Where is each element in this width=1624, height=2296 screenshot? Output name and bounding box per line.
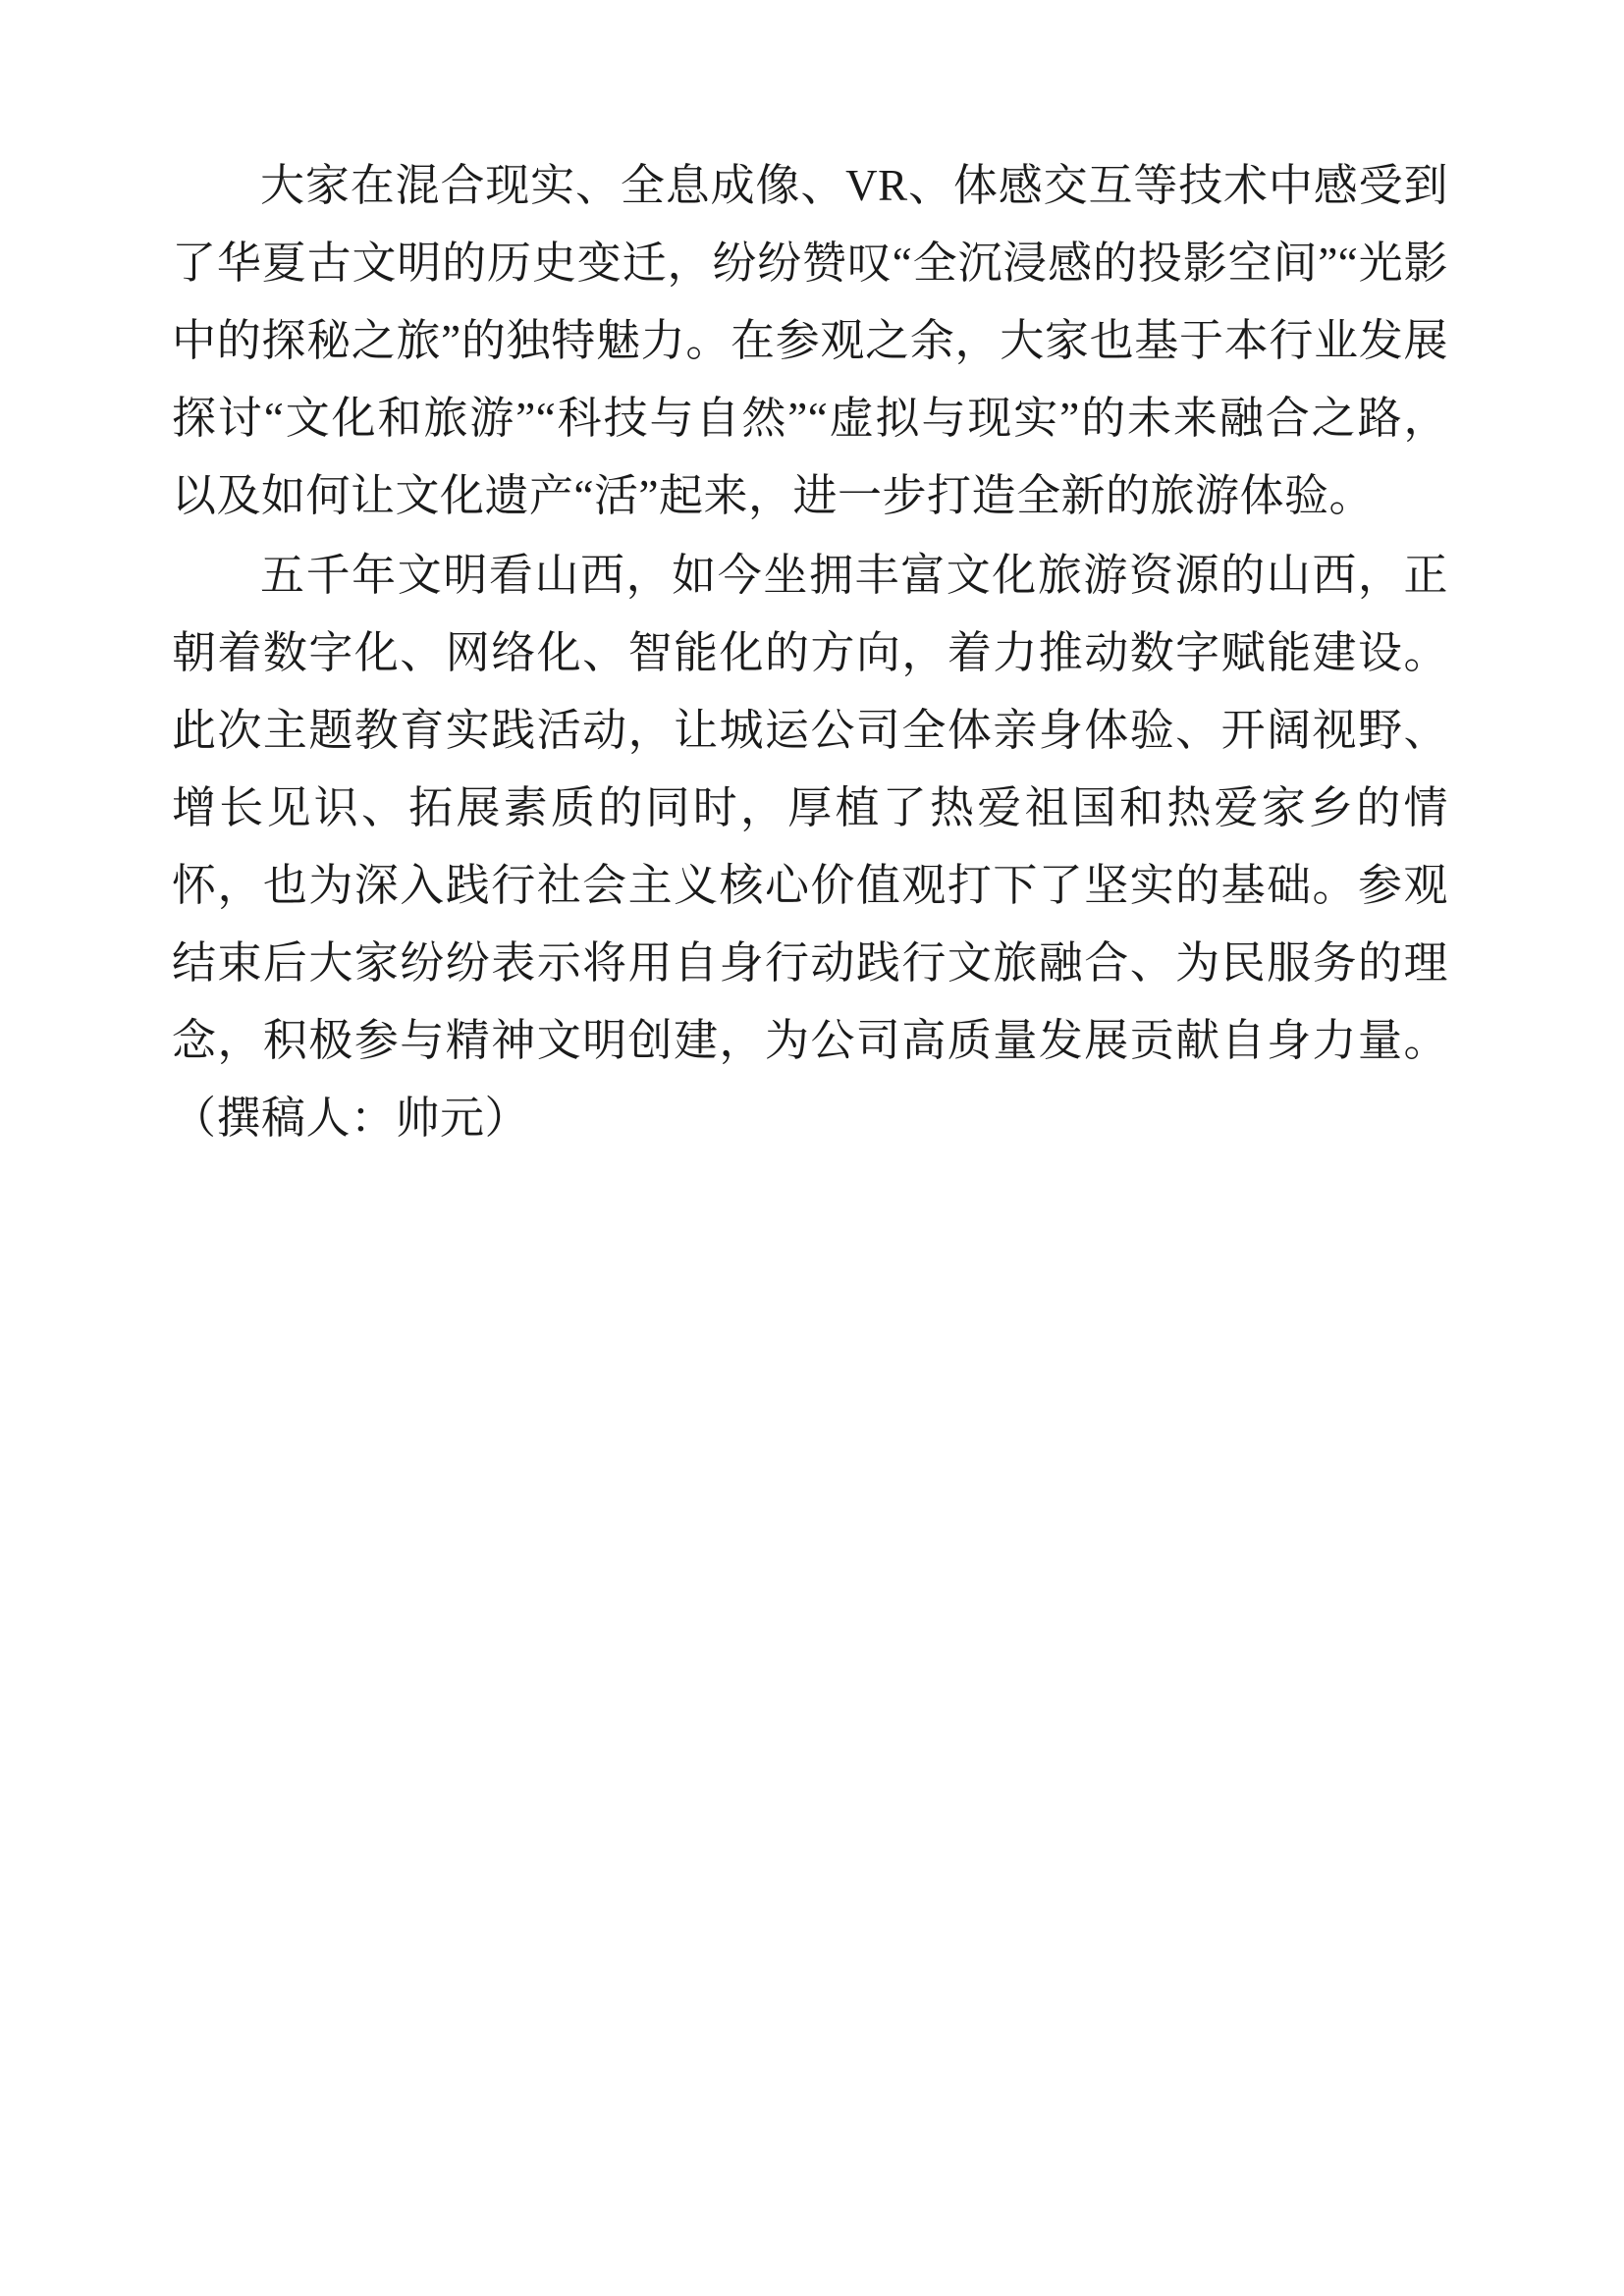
paragraph-2: 五千年文明看山西，如今坐拥丰富文化旅游资源的山西，正朝着数字化、网络化、智能化的方向，着力推动数字赋能建设。此次主题教育实践活动，让城运公司全体亲身体验、开阔视野、增长见识、拓展素质的同时，厚植了热爱祖国和热爱家乡的情怀，也为深入践行社会主义核心价值观打下了坚实的基础。参观结束后大家纷纷表示将用自身行动践行文旅融合、为民服务的理念，积极参与精神文明创建，为公司高质量发展贡献自身力量。（撰稿人：帅元） [172, 551, 1448, 1143]
document-body [172, 147, 1448, 1157]
paragraph-1: 大家在混合现实、全息成像、VR、体感交互等技术中感受到了华夏古文明的历史变迁，纷纷赞叹“全沉浸感的投影空间”“光影中的探秘之旅”的独特魅力。在参观之余，大家也基于本行业发展探讨“文化和旅游”“科技与自然”“虚拟与现实”的未来融合之路，以及如何让文化遗产“活”起来，进一步打造全新的旅游体验。 [172, 161, 1448, 520]
